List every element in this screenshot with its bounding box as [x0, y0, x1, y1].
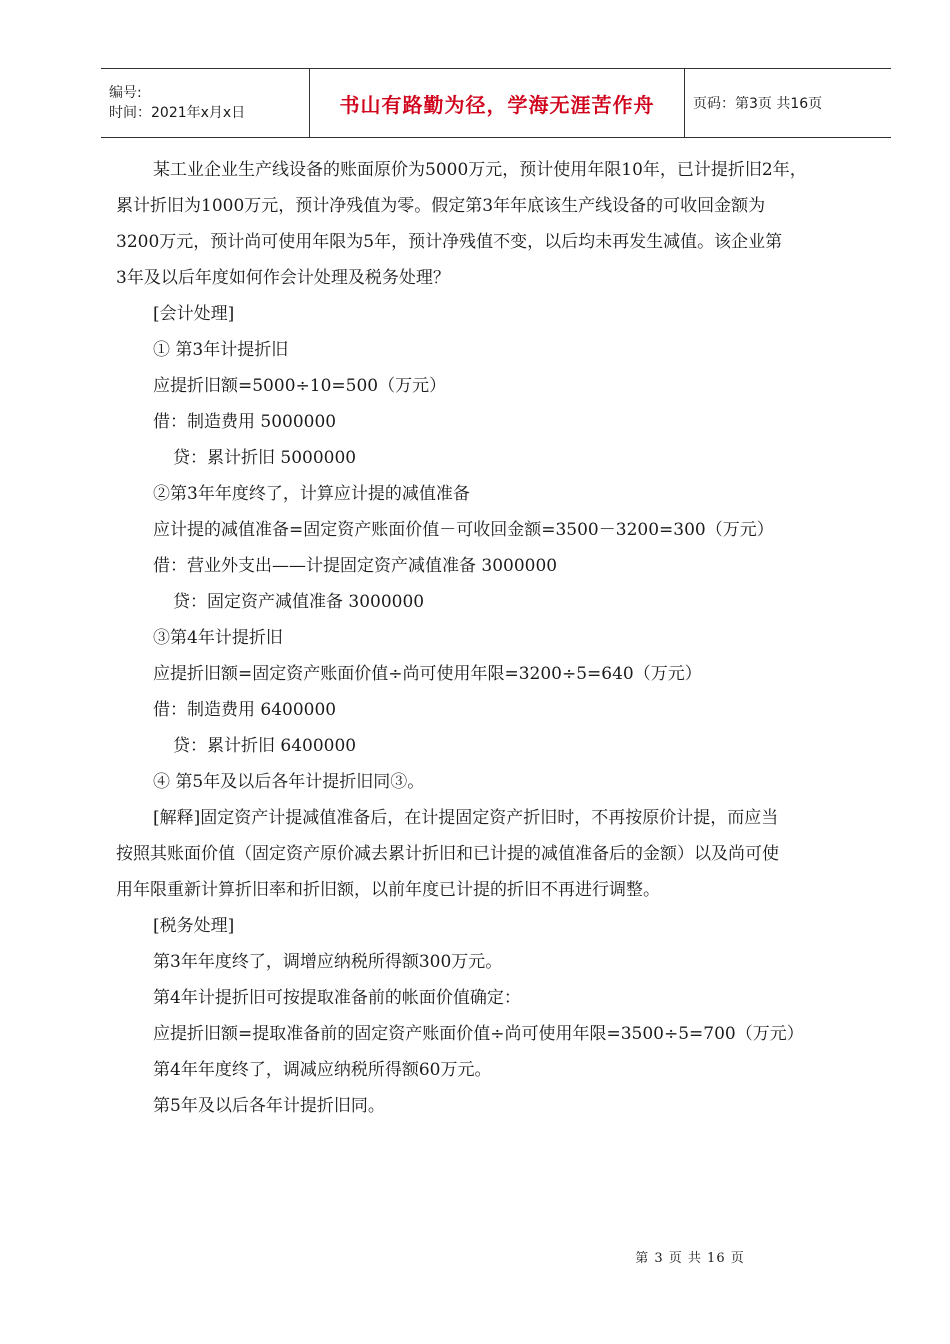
number-label: 编号: — [109, 85, 142, 101]
problem-line-3: 3200万元，预计尚可使用年限为5年，预计净残值不变，以后均未再发生减值。该企业第 — [116, 232, 783, 252]
time-label: 时间：2021年x月x日 — [109, 105, 246, 121]
page-footer — [0, 1247, 950, 1266]
header-motto — [310, 69, 685, 137]
explanation-line-2: 按照其账面价值（固定资产原价减去累计折旧和已计提的减值准备后的金额）以及尚可使 — [116, 844, 779, 864]
header-meta — [101, 69, 310, 137]
debit-1: 借：制造费用 5000000 — [153, 412, 337, 432]
credit-2: 贷：固定资产减值准备 3000000 — [173, 592, 425, 612]
step-3: ③第4年计提折旧 — [153, 628, 283, 648]
header-page — [685, 69, 891, 137]
formula-1: 应提折旧额=5000÷10=500（万元） — [153, 376, 447, 396]
explanation-line-3: 用年限重新计算折旧率和折旧额，以前年度已计提的折旧不再进行调整。 — [116, 880, 660, 900]
credit-1: 贷：累计折旧 5000000 — [173, 448, 357, 468]
step-1: ① 第3年计提折旧 — [153, 340, 289, 360]
problem-line-1: 某工业企业生产线设备的账面原价为5000万元，预计使用年限10年，已计提折旧2年， — [153, 160, 807, 180]
problem-line-2: 累计折旧为1000万元，预计净残值为零。假定第3年年底该生产线设备的可收回金额为 — [116, 196, 766, 216]
step-4: ④ 第5年及以后各年计提折旧同③。 — [153, 772, 425, 792]
credit-3: 贷：累计折旧 6400000 — [173, 736, 357, 756]
tax-line-3: 应提折旧额=提取准备前的固定资产账面价值÷尚可使用年限=3500÷5=700（万元） — [153, 1024, 804, 1044]
footer-page-number: 第 3 页 共 16 页 — [635, 1251, 745, 1266]
page-label: 页码：第3页 共16页 — [693, 96, 823, 112]
debit-3: 借：制造费用 6400000 — [153, 700, 337, 720]
page-header — [101, 68, 891, 138]
tax-line-5: 第5年及以后各年计提折旧同。 — [153, 1096, 385, 1116]
tax-line-4: 第4年年度终了，调减应纳税所得额60万元。 — [153, 1060, 492, 1080]
motto-text: 书山有路勤为径，学海无涯苦作舟 — [339, 92, 655, 117]
tax-line-2: 第4年计提折旧可按提取准备前的帐面价值确定： — [153, 988, 521, 1008]
step-2: ②第3年年度终了，计算应计提的减值准备 — [153, 484, 470, 504]
tax-heading: [税务处理] — [153, 916, 235, 936]
tax-line-1: 第3年年度终了，调增应纳税所得额300万元。 — [153, 952, 503, 972]
document-body — [116, 152, 882, 1124]
formula-2: 应计提的减值准备=固定资产账面价值－可收回金额=3500－3200=300（万元） — [153, 520, 774, 540]
accounting-heading: [会计处理] — [153, 304, 235, 324]
problem-line-4: 3年及以后年度如何作会计处理及税务处理？ — [116, 268, 450, 288]
debit-2: 借：营业外支出——计提固定资产减值准备 3000000 — [153, 556, 558, 576]
explanation-line-1: [解释]固定资产计提减值准备后，在计提固定资产折旧时，不再按原价计提，而应当 — [153, 808, 779, 828]
formula-3: 应提折旧额=固定资产账面价值÷尚可使用年限=3200÷5=640（万元） — [153, 664, 702, 684]
